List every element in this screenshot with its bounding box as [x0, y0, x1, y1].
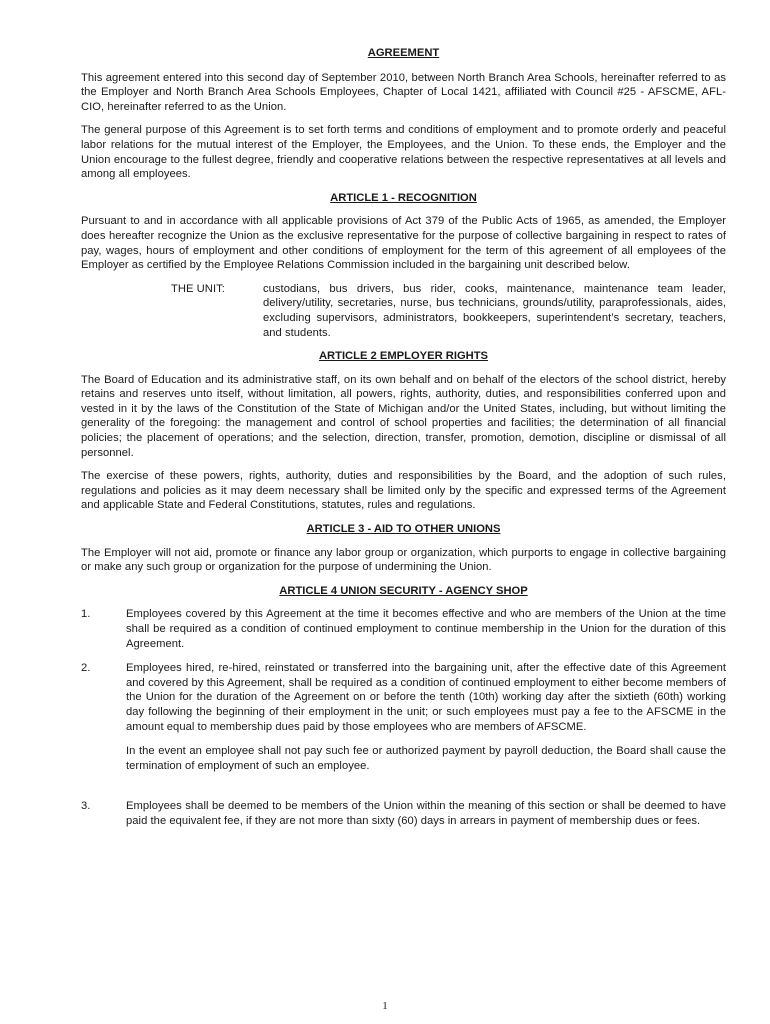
- bargaining-unit: [171, 282, 726, 340]
- item-text-continued: In the event an employee shall not pay such fee or authorized payment by payroll deduction, the Board shall cause the termination of employment of such an employee.: [126, 745, 726, 772]
- article-3-paragraph: The Employer will not aid, promote or finance any labor group or organization, which purports to engage in collective bargaining or make any such group or organization for the purpose of undermining the Union.: [81, 546, 726, 574]
- item-number: 1.: [81, 608, 91, 621]
- item-text: Employees shall be deemed to be members of the Union within the meaning of this section or shall be deemed to have paid the equivalent fee, if they are not more than sixty (60) days in arrears in payment of membership dues or fees.: [126, 800, 726, 827]
- article-3-heading: ARTICLE 3 - AID TO OTHER UNIONS: [306, 523, 501, 536]
- page-number: 1: [382, 1000, 388, 1012]
- document-page: [81, 46, 726, 829]
- article-4-heading: ARTICLE 4 UNION SECURITY - AGENCY SHOP: [279, 584, 528, 597]
- intro-paragraph-1: This agreement entered into this second day of September 2010, between North Branch Area Schools, hereinafter referred to as the Employer and North Branch Area Schools Employees, Chapter of Local 1421, affiliated with Council #25 - AFSCME, AFL-CIO, hereinafter referred to as the Union.: [81, 71, 726, 113]
- article-4-item-1: [81, 607, 726, 651]
- article-4-item-3: [81, 799, 726, 828]
- item-text: Employees hired, re-hired, reinstated or transferred into the bargaining unit, after the effective date of this Agreement and covered by this Agreement, shall be required as a condition of continued employment to either become members of the Union for the duration of the Agreement on or before the tenth (10th) working day after the sixtieth (60th) working day following the beginning of their employment in the unit; or such employees must pay a fee to the AFSCME in the amount equal to membership dues paid by those employees who are members of AFSCME.: [126, 662, 726, 733]
- article-4-item-2: [81, 661, 726, 773]
- article-2-heading: ARTICLE 2 EMPLOYER RIGHTS: [318, 350, 489, 363]
- item-number: 2.: [81, 662, 91, 675]
- item-number: 3.: [81, 800, 91, 813]
- unit-label: THE UNIT:: [171, 282, 225, 295]
- article-2-paragraph-1: The Board of Education and its administrative staff, on its own behalf and on behalf of the electors of the school district, hereby retains and reserves unto itself, without limitation, all powers, rights, authority, duties, and responsibilities conferred upon and vested in it by the laws of the Constitution of the State of Michigan and/or the United States, including, but without limiting the generality of the foregoing: the management and control of school properties and facilities; the determination of all financial policies; the placement of operations; and the selection, direction, transfer, promotion, demotion, discipline or dismissal of all personnel.: [81, 373, 726, 459]
- article-1-heading: ARTICLE 1 - RECOGNITION: [330, 191, 477, 204]
- article-2-paragraph-2: The exercise of these powers, rights, authority, duties and responsibilities by the Board, and the adoption of such rules, regulations and policies as it may deem necessary shall be limited only by the specific and expressed terms of the Agreement and applicable State and Federal Constitutions, statutes, rules and regulations.: [81, 470, 726, 512]
- document-title: AGREEMENT: [367, 47, 440, 59]
- intro-paragraph-2: The general purpose of this Agreement is to set forth terms and conditions of employment and to promote orderly and peaceful labor relations for the mutual interest of the Employer, the Employees, and the Union. To these ends, the Employer and the Union encourage to the fullest degree, friendly and cooperative relations between the respective representatives at all levels and among all employees.: [81, 124, 726, 181]
- item-text: Employees covered by this Agreement at the time it becomes effective and who are members of the Union at the time shall be required as a condition of continued employment to continue membership in the Union for the duration of this Agreement.: [126, 608, 726, 650]
- article-1-paragraph: Pursuant to and in accordance with all applicable provisions of Act 379 of the Public Acts of 1965, as amended, the Employer does hereafter recognize the Union as the exclusive representative for the purpose of collective bargaining in respect to rates of pay, wages, hours of employment and other conditions of employment for the term of this agreement of all employees of the Employer as certified by the Employee Relations Commission included in the bargaining unit described below.: [81, 215, 726, 272]
- unit-description: custodians, bus drivers, bus rider, cooks, maintenance, maintenance team leader, delivery/utility, secretaries, nurse, bus technicians, grounds/utility, paraprofessionals, aides, excluding supervisors, administrators, bookkeepers, superintendent’s secretary, teachers, and students.: [263, 282, 726, 339]
